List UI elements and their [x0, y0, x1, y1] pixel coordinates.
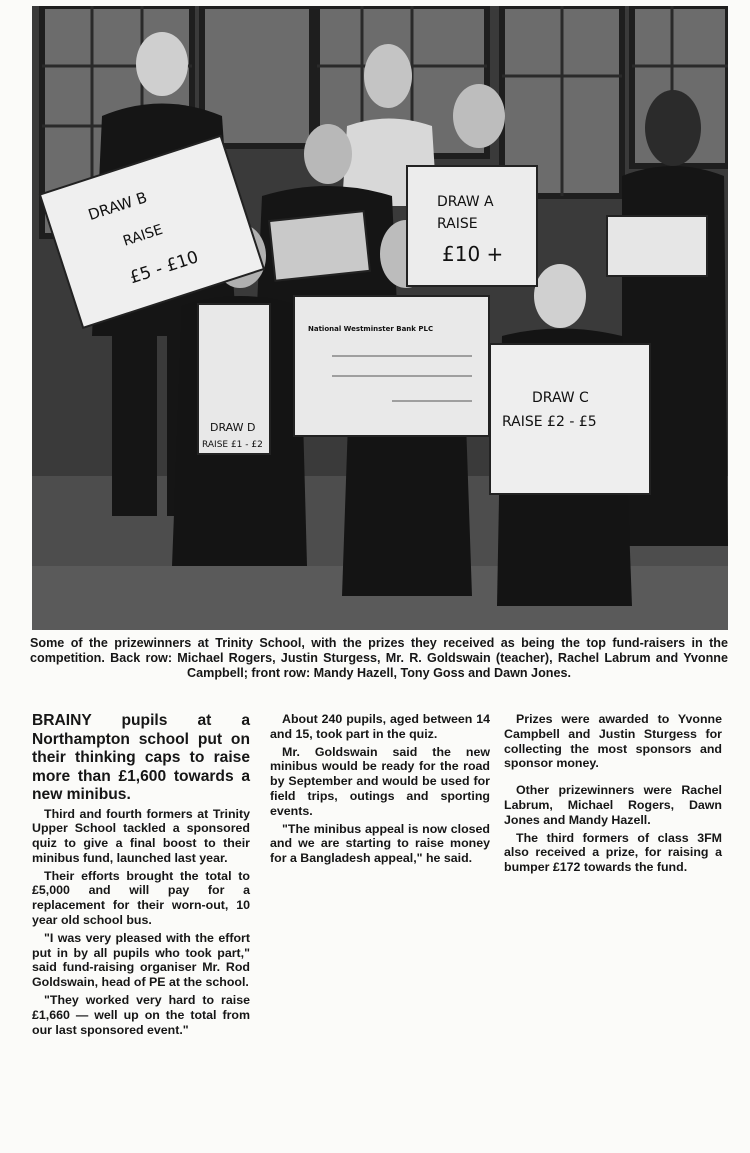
- sign-draw-c-line1: DRAW C: [532, 390, 589, 406]
- article-paragraph: About 240 pupils, aged between 14 and 15, took part in the quiz.: [270, 712, 490, 741]
- sign-draw-c: [490, 344, 650, 494]
- article-lead: BRAINY pupils at a Northampton school put on their thinking caps to raise more than £1,600 towards a new minibus.: [32, 712, 250, 803]
- article-paragraph: Other prizewinners were Rachel Labrum, Michael Rogers, Dawn Jones and Mandy Hazell.: [504, 783, 722, 827]
- article-column-1: [32, 712, 250, 1040]
- article-column-2: [270, 712, 490, 869]
- article-paragraph: The third formers of class 3FM also received a prize, for raising a bumper £172 towards the fund.: [504, 830, 722, 875]
- article-paragraph: Their efforts brought the total to £5,000 and will pay for a replacement for their worn-out, 10 year old school bus.: [32, 868, 250, 928]
- small-card: [269, 211, 370, 281]
- sign-draw-d-line1: DRAW D: [210, 421, 256, 434]
- sign-draw-a-line2: RAISE: [437, 216, 478, 232]
- photo-caption: Some of the prizewinners at Trinity School, with the prizes they received as being the top fund-raisers in the competition. Back row: Michael Rogers, Justin Sturgess, Mr. R. Goldswain (teacher), Rachel Labrum and Yvonne Campbell; front row: Mandy Hazell, Tony Goss and Dawn Jones.: [30, 636, 728, 680]
- sign-draw-b-line2: RAISE: [121, 221, 165, 250]
- sign-draw-a: [407, 166, 537, 286]
- small-card-right: [607, 216, 707, 276]
- cheque-prize: [294, 296, 489, 436]
- cheque-bank-name: National Westminster Bank PLC: [308, 325, 434, 333]
- article-paragraph: "They worked very hard to raise £1,660 — well up on the total from our last sponsored event.": [32, 993, 250, 1037]
- article-paragraph: Prizes were awarded to Yvonne Campbell and Justin Sturgess for collecting the most sponsors and sponsor money.: [504, 712, 722, 771]
- sign-draw-d: [198, 304, 270, 454]
- article-column-3: [504, 712, 722, 878]
- article-paragraph: Third and fourth formers at Trinity Upper School tackled a sponsored quiz to give a final boost to their minibus fund, launched last year.: [32, 806, 250, 865]
- article-paragraph: Mr. Goldswain said the new minibus would be ready for the road by September and would be used for field trips, outings and sporting events.: [270, 744, 490, 818]
- sign-draw-a-line3: £10 +: [442, 242, 504, 266]
- news-photo: [32, 6, 728, 630]
- article-paragraph: "I was very pleased with the effort put in by all pupils who took part," said fund-raising organiser Mr. Rod Goldswain, head of PE at the school.: [32, 930, 250, 990]
- sign-draw-c-line2: RAISE £2 - £5: [502, 414, 597, 430]
- sign-draw-d-line2: RAISE £1 - £2: [202, 440, 263, 450]
- sign-draw-a-line1: DRAW A: [437, 194, 494, 210]
- article-paragraph: "The minibus appeal is now closed and we are starting to raise money for a Bangladesh appeal," he said.: [270, 821, 490, 866]
- sign-draw-b-line1: DRAW B: [85, 188, 150, 225]
- sign-draw-b-line3: £5 - £10: [127, 247, 201, 289]
- prizewinners-photo-illustration: [32, 6, 728, 630]
